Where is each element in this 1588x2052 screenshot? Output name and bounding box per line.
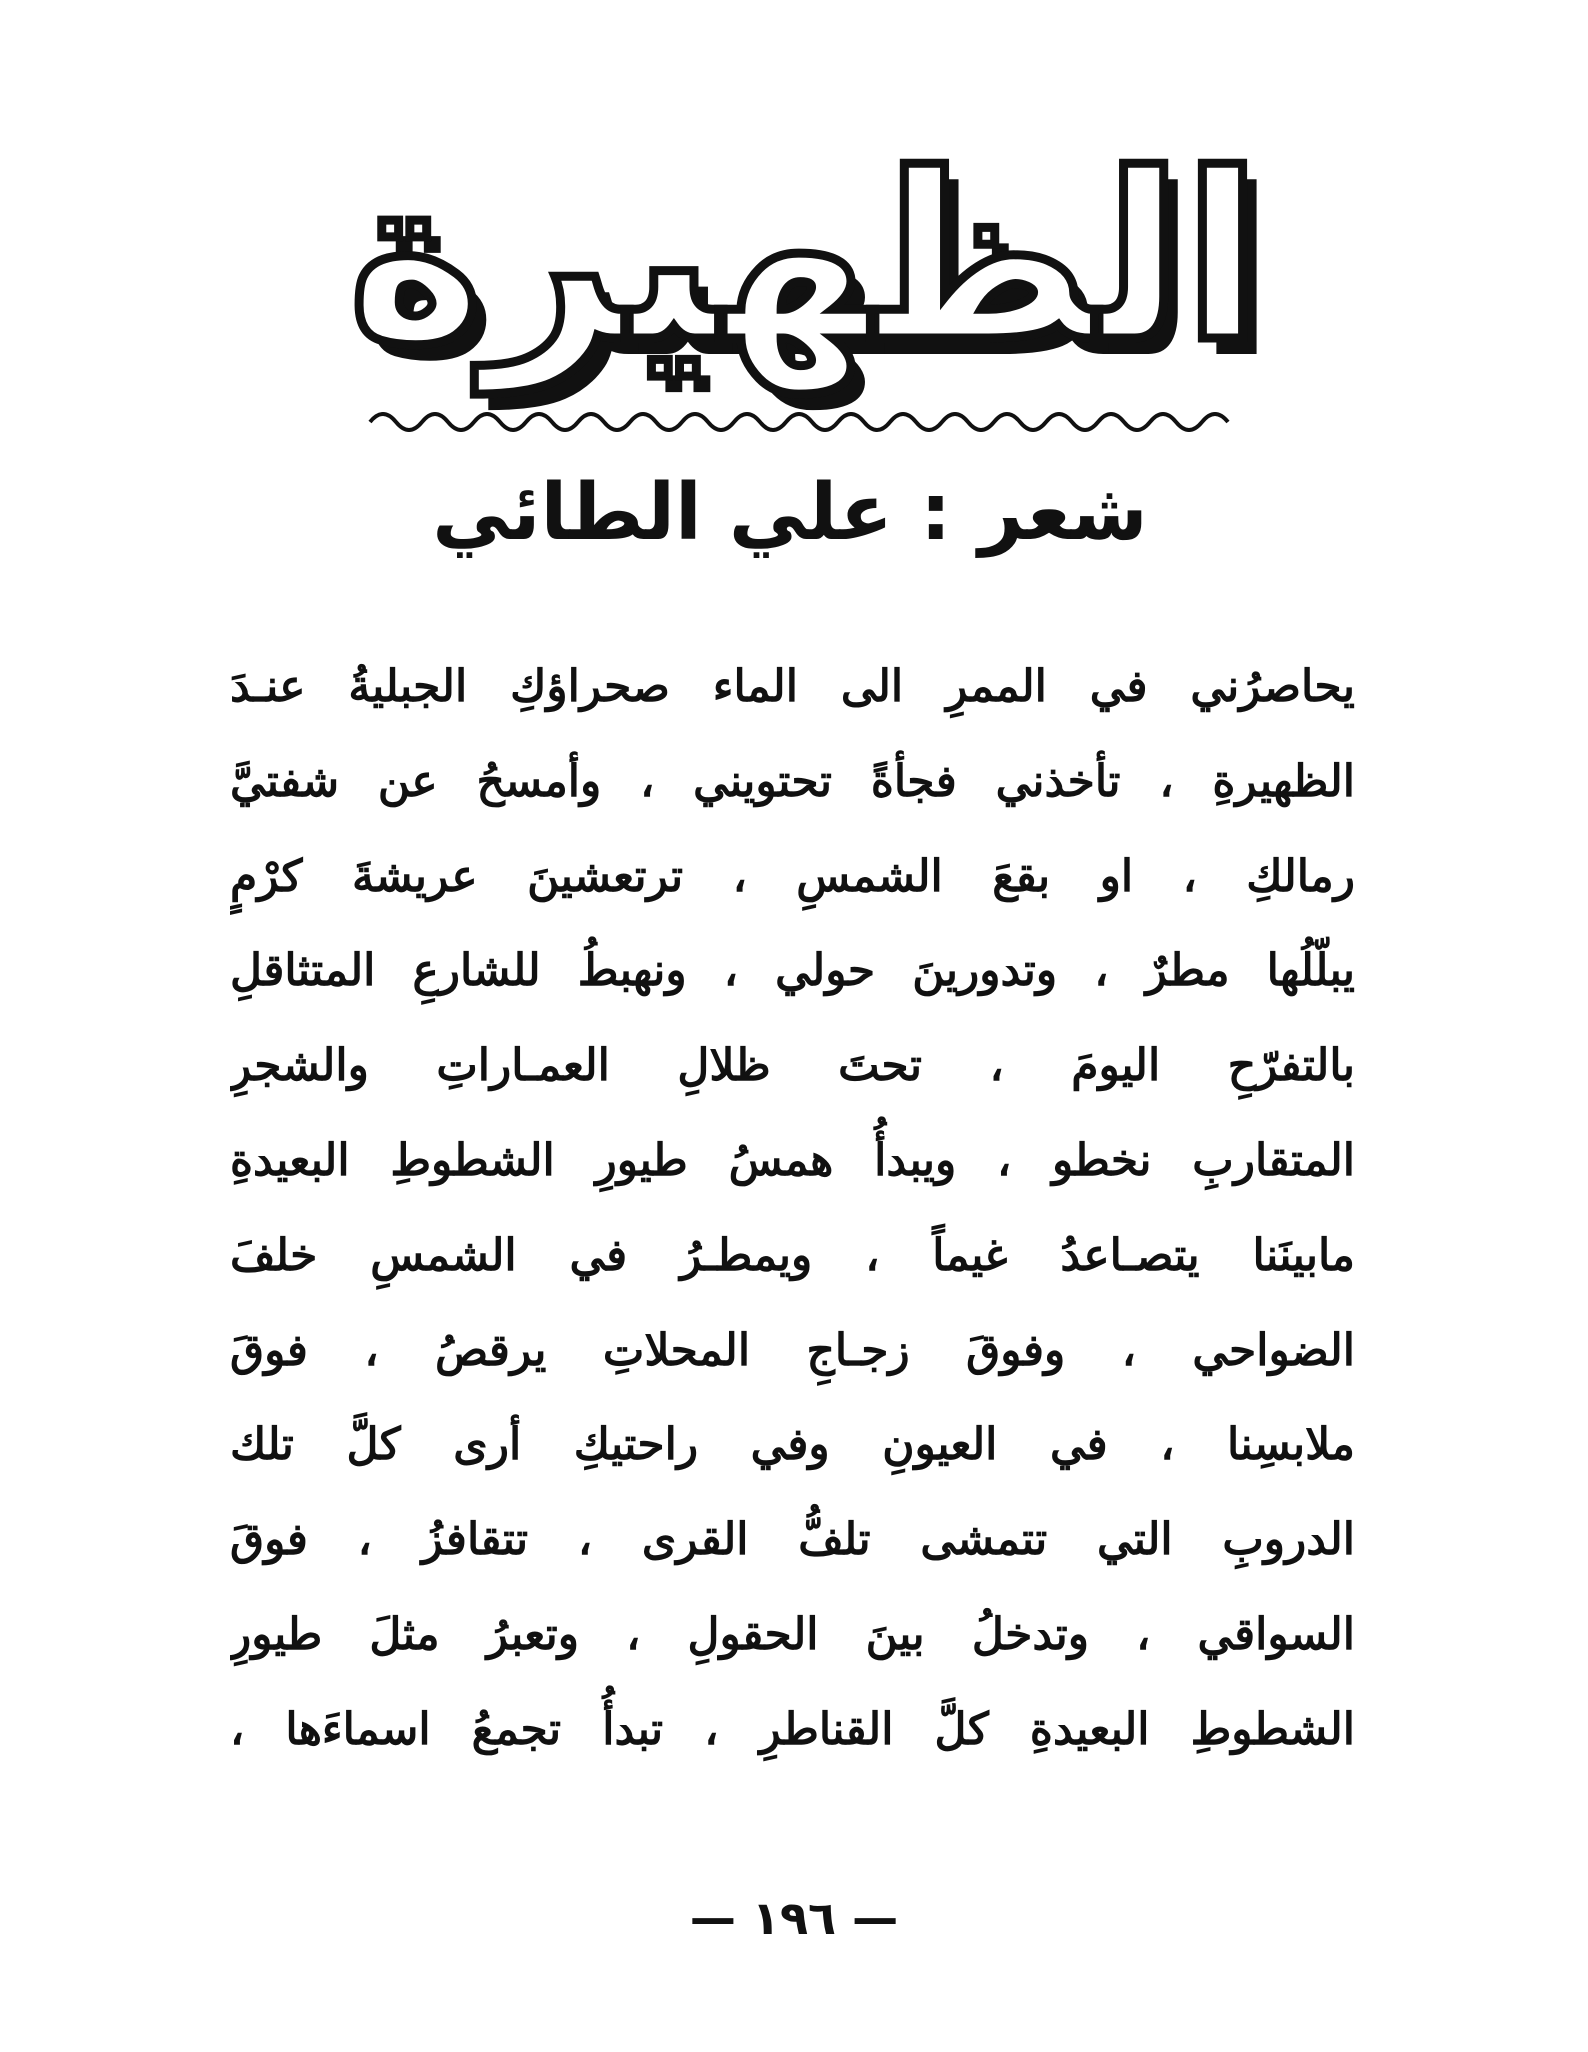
poem-line: مابينَنا يتصـاعدُ غيماً ، ويمطـرُ في الشمسِ خلفَ — [230, 1229, 1355, 1281]
poem-line: المتقاربِ نخطو ، ويبدأُ همسُ طيورِ الشطوطِ البعيدةِ — [230, 1134, 1355, 1186]
poem-line: الدروبِ التي تتمشى تلفُّ القرى ، تتقافزُ ، فوقَ — [230, 1514, 1355, 1566]
poem-line: الضواحي ، وفوقَ زجـاجِ المحلاتِ يرقصُ ، فوقَ — [230, 1324, 1355, 1376]
poem-body — [230, 640, 1355, 1778]
page-number: — ١٩٦ — — [689, 1891, 899, 1945]
poem-title-block — [330, 110, 1280, 410]
poem-line: ملابسِنا ، في العيونِ وفي راحتيكِ أرى كلَّ تلك — [230, 1419, 1355, 1471]
poem-line: يحاصرُني في الممرِ الى الماء صحراؤكِ الجبليةُ عنـدَ — [230, 661, 1355, 712]
poem-line: الشطوطِ البعيدةِ كلَّ القناطرِ ، تبدأُ تجمعُ اسماءَها ، — [230, 1703, 1355, 1755]
poem-line: رمالكِ ، او بقعَ الشمسِ ، ترتعشينَ عريشةَ كرْمٍ — [230, 850, 1355, 902]
poem-title: الظهيرة — [348, 126, 1262, 393]
poem-line: بالتفرّحِ اليومَ ، تحتَ ظلالِ العمـاراتِ والشجرِ — [230, 1040, 1355, 1092]
decorative-wave-divider — [368, 402, 1248, 442]
poem-line: الظهيرةِ ، تأخذني فجأةً تحتويني ، وأمسحُ عن شفتيَّ — [230, 755, 1355, 807]
poem-author: شعر : علي الطائي — [432, 468, 1148, 558]
poem-line: السواقي ، وتدخلُ بينَ الحقولِ ، وتعبرُ مثلَ طيورِ — [230, 1608, 1355, 1660]
poem-line: يبلّلُها مطرٌ ، وتدورينَ حولي ، ونهبطُ للشارعِ المتثاقلِ — [230, 945, 1355, 997]
